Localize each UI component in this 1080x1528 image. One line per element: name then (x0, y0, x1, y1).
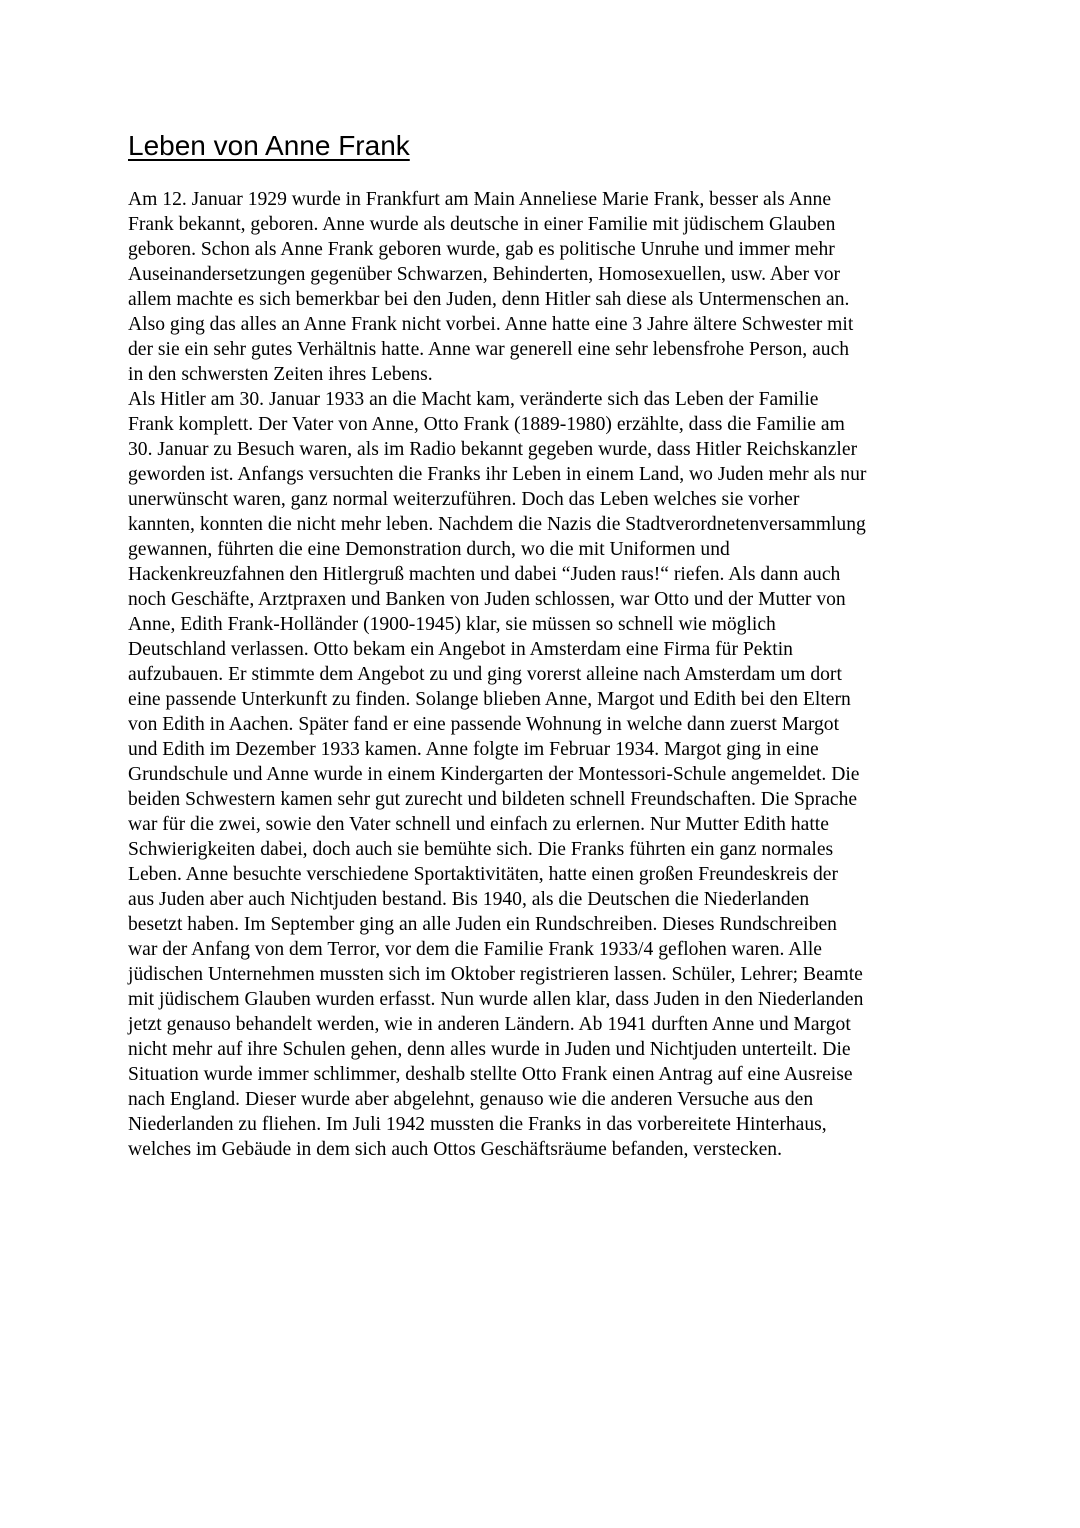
body-text-line: geboren. Schon als Anne Frank geboren wurde, gab es politische Unruhe und immer mehr (128, 239, 835, 260)
body-text-line: mit jüdischem Glauben wurden erfasst. Nun wurde allen klar, dass Juden in den Niederlanden (128, 989, 864, 1010)
body-text-line: aus Juden aber auch Nichtjuden bestand. Bis 1940, als die Deutschen die Niederlanden (128, 889, 810, 910)
body-text-line: eine passende Unterkunft zu finden. Solange blieben Anne, Margot und Edith bei den Eltern (128, 689, 851, 710)
body-text-line: geworden ist. Anfangs versuchten die Franks ihr Leben in einem Land, wo Juden mehr als nur (128, 464, 867, 485)
body-text-line: 30. Januar zu Besuch waren, als im Radio bekannt gegeben wurde, dass Hitler Reichskanzler (128, 439, 858, 460)
body-text-line: war der Anfang von dem Terror, vor dem die Familie Frank 1933/4 geflohen waren. Alle (128, 939, 822, 960)
body-text-line: und Edith im Dezember 1933 kamen. Anne folgte im Februar 1934. Margot ging in eine (128, 739, 819, 760)
body-text-line: Niederlanden zu fliehen. Im Juli 1942 mussten die Franks in das vorbereitete Hinterhaus, (128, 1114, 827, 1135)
body-text-line: Anne, Edith Frank-Holländer (1900-1945) klar, sie müssen so schnell wie möglich (128, 614, 776, 635)
body-text-line: von Edith in Aachen. Später fand er eine passende Wohnung in welche dann zuerst Margot (128, 714, 840, 735)
body-text-line: noch Geschäfte, Arztpraxen und Banken von Juden schlossen, war Otto und der Mutter von (128, 589, 846, 610)
body-text-line: Schwierigkeiten dabei, doch auch sie bemühte sich. Die Franks führten ein ganz normales (128, 839, 834, 860)
body-text-line: Grundschule und Anne wurde in einem Kindergarten der Montessori-Schule angemeldet. Die (128, 764, 860, 785)
body-text-line: beiden Schwestern kamen sehr gut zurecht und bildeten schnell Freundschaften. Die Sprache (128, 789, 858, 810)
body-text-line: Frank komplett. Der Vater von Anne, Otto Frank (1889-1980) erzählte, dass die Familie am (128, 414, 845, 435)
body-text-line: nach England. Dieser wurde aber abgelehnt, genauso wie die anderen Versuche aus den (128, 1089, 814, 1110)
body-text-line: Situation wurde immer schlimmer, deshalb stellte Otto Frank einen Antrag auf eine Ausreise (128, 1064, 853, 1085)
body-text-line: gewannen, führten die eine Demonstration durch, wo die mit Uniformen und (128, 539, 730, 560)
body-text-line: unerwünscht waren, ganz normal weiterzuführen. Doch das Leben welches sie vorher (128, 489, 800, 510)
body-text-line: kannten, konnten die nicht mehr leben. Nachdem die Nazis die Stadtverordnetenversammlung (128, 514, 866, 535)
body-text-line: Leben. Anne besuchte verschiedene Sportaktivitäten, hatte einen großen Freundeskreis der (128, 864, 839, 885)
body-text-line: Deutschland verlassen. Otto bekam ein Angebot in Amsterdam eine Firma für Pektin (128, 639, 793, 660)
document-body (128, 187, 958, 1162)
body-text-line: aufzubauen. Er stimmte dem Angebot zu und ging vorerst alleine nach Amsterdam um dort (128, 664, 842, 685)
body-text-line: allem machte es sich bemerkbar bei den Juden, denn Hitler sah diese als Untermenschen an. (128, 289, 850, 310)
body-text-line: jüdischen Unternehmen mussten sich im Oktober registrieren lassen. Schüler, Lehrer; Beamte (128, 964, 863, 985)
body-text-line: Als Hitler am 30. Januar 1933 an die Macht kam, veränderte sich das Leben der Familie (128, 389, 819, 410)
body-text-line: jetzt genauso behandelt werden, wie in anderen Ländern. Ab 1941 durften Anne und Margot (128, 1014, 851, 1035)
document-title: Leben von Anne Frank (128, 130, 410, 161)
body-text-line: war für die zwei, sowie den Vater schnell und einfach zu erlernen. Nur Mutter Edith hatte (128, 814, 829, 835)
body-text-line: Also ging das alles an Anne Frank nicht vorbei. Anne hatte eine 3 Jahre ältere Schwester mit (128, 314, 854, 335)
body-text-line: welches im Gebäude in dem sich auch Ottos Geschäftsräume befanden, verstecken. (128, 1139, 782, 1160)
body-text-line: Hackenkreuzfahnen den Hitlergruß machten und dabei “Juden raus!“ riefen. Als dann auch (128, 564, 841, 585)
body-text-line: nicht mehr auf ihre Schulen gehen, denn alles wurde in Juden und Nichtjuden unterteilt. Die (128, 1039, 851, 1060)
body-text-line: Auseinandersetzungen gegenüber Schwarzen, Behinderten, Homosexuellen, usw. Aber vor (128, 264, 841, 285)
body-text-line: der sie ein sehr gutes Verhältnis hatte. Anne war generell eine sehr lebensfrohe Person, auch (128, 339, 850, 360)
body-text-line: besetzt haben. Im September ging an alle Juden ein Rundschreiben. Dieses Rundschreiben (128, 914, 837, 935)
body-text-line: Am 12. Januar 1929 wurde in Frankfurt am Main Anneliese Marie Frank, besser als Anne (128, 189, 832, 210)
body-text-line: Frank bekannt, geboren. Anne wurde als deutsche in einer Familie mit jüdischem Glauben (128, 214, 836, 235)
body-text-line: in den schwersten Zeiten ihres Lebens. (128, 364, 433, 385)
